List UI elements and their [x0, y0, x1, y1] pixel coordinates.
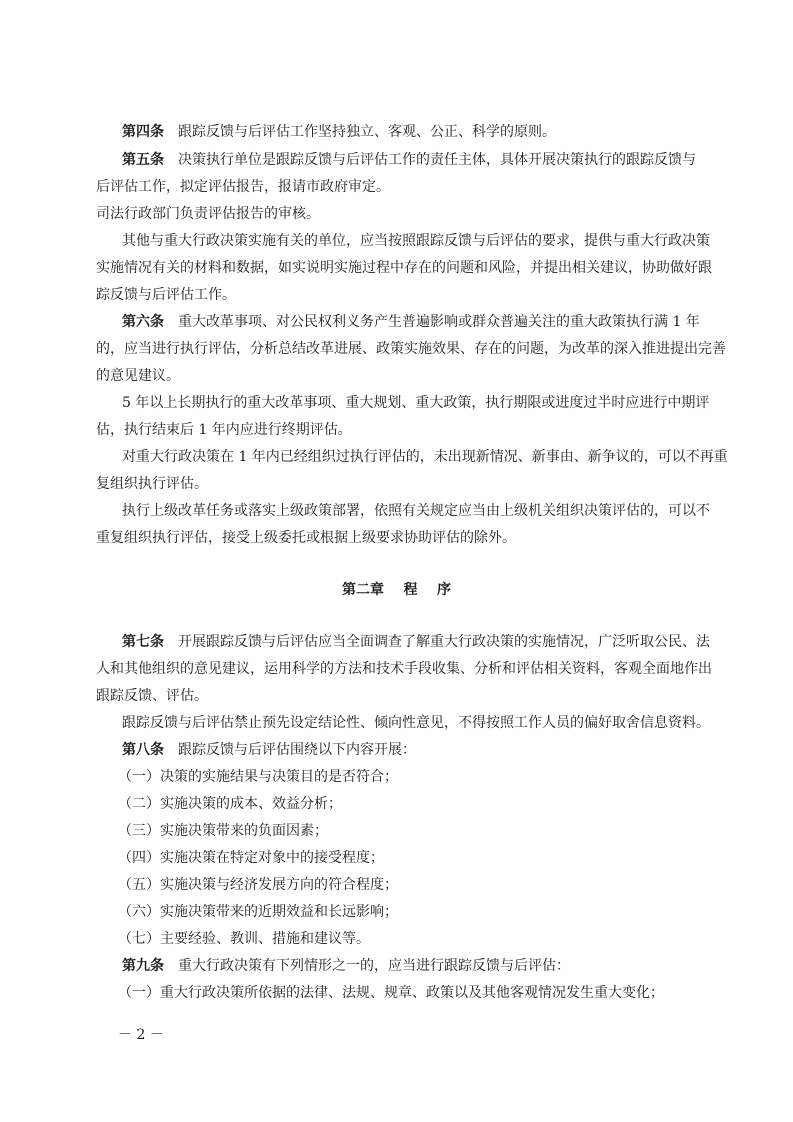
article-6-para-2-line-2: 估，执行结束后 1 年内应进行终期评估。 [96, 422, 352, 438]
article-8-item-6: （六）实施决策带来的近期效益和长远影响； [118, 904, 398, 920]
article-8-text: 跟踪反馈与后评估围绕以下内容开展： [178, 742, 416, 758]
article-8-item-5: （五）实施决策与经济发展方向的符合程度； [118, 877, 398, 893]
article-8-item-2: （二）实施决策的成本、效益分析； [118, 796, 342, 812]
article-7-para-2-line-1: 跟踪反馈与后评估禁止预先设定结论性、倾向性意见，不得按照工作人员的偏好取舍信息资料。 [122, 715, 710, 731]
article-7-line-3: 跟踪反馈、评估。 [96, 688, 208, 704]
article-9 [122, 956, 570, 976]
article-6-label: 第六条 [122, 314, 164, 330]
article-6-line-2: 的，应当进行执行评估，分析总结改革进展、政策实施效果、存在的问题，为改革的深入推进提出完善 [96, 341, 726, 357]
article-8-item-1: （一）决策的实施结果与决策目的是否符合； [118, 769, 398, 785]
article-8-item-4: （四）实施决策在特定对象中的接受程度； [118, 850, 384, 866]
chapter-heading: 第二章 程 序 [342, 582, 451, 598]
article-5-line-1: 第五条 决策执行单位是跟踪反馈与后评估工作的责任主体，具体开展决策执行的跟踪反馈与 [122, 152, 696, 168]
article-9-text: 重大行政决策有下列情形之一的，应当进行跟踪反馈与后评估： [178, 958, 570, 974]
article-5-para-2-line-3: 踪反馈与后评估工作。 [96, 287, 236, 303]
article-7-line-1: 第七条 开展跟踪反馈与后评估应当全面调查了解重大行政决策的实施情况，广泛听取公民、法 [122, 634, 710, 650]
article-6-para-4-line-2: 重复组织执行评估，接受上级委托或根据上级要求协助评估的除外。 [96, 530, 516, 546]
article-8-item-7: （七）主要经验、教训、措施和建议等。 [118, 931, 370, 947]
article-4-text: 跟踪反馈与后评估工作坚持独立、客观、公正、科学的原则。 [178, 124, 556, 140]
page-number: － 2 － [118, 1027, 164, 1043]
article-6-para-3-line-1: 对重大行政决策在 1 年内已经组织过执行评估的，未出现新情况、新事由、新争议的，可以不再重 [122, 449, 728, 465]
article-7-line-2: 人和其他组织的意见建议，运用科学的方法和技术手段收集、分析和评估相关资料，客观全面地作出 [96, 661, 712, 677]
article-4-label: 第四条 [122, 124, 164, 140]
article-6-para-4-line-1: 执行上级改革任务或落实上级政策部署，依照有关规定应当由上级机关组织决策评估的，可以不 [122, 503, 710, 519]
article-7-label: 第七条 [122, 634, 164, 650]
article-6-para-3-line-2: 复组织执行评估。 [96, 476, 208, 492]
article-9-label: 第九条 [122, 958, 164, 974]
article-8-label: 第八条 [122, 742, 164, 758]
article-5-para-2-line-2: 实施情况有关的材料和数据，如实说明实施过程中存在的问题和风险，并提出相关建议，协助做好跟 [96, 260, 712, 276]
article-9-item-1: （一）重大行政决策所依据的法律、法规、规章、政策以及其他客观情况发生重大变化； [118, 985, 664, 1001]
article-6-line-1: 第六条 重大改革事项、对公民权利义务产生普遍影响或群众普遍关注的重大政策执行满 1 年 [122, 314, 700, 330]
article-5-label: 第五条 [122, 152, 164, 168]
article-8 [122, 740, 416, 760]
article-5-para-2-line-1: 其他与重大行政决策实施有关的单位，应当按照跟踪反馈与后评估的要求，提供与重大行政决策 [122, 233, 710, 249]
article-8-item-3: （三）实施决策带来的负面因素； [118, 823, 328, 839]
article-5-line-2: 后评估工作，拟定评估报告，报请市政府审定。 [96, 179, 390, 195]
article-4 [122, 122, 556, 142]
article-6-line-3: 的意见建议。 [96, 368, 180, 384]
article-6-para-2-line-1: 5 年以上长期执行的重大改革事项、重大规划、重大政策，执行期限或进度过半时应进行中期评 [122, 395, 710, 411]
article-5-line-3: 司法行政部门负责评估报告的审核。 [96, 206, 320, 222]
